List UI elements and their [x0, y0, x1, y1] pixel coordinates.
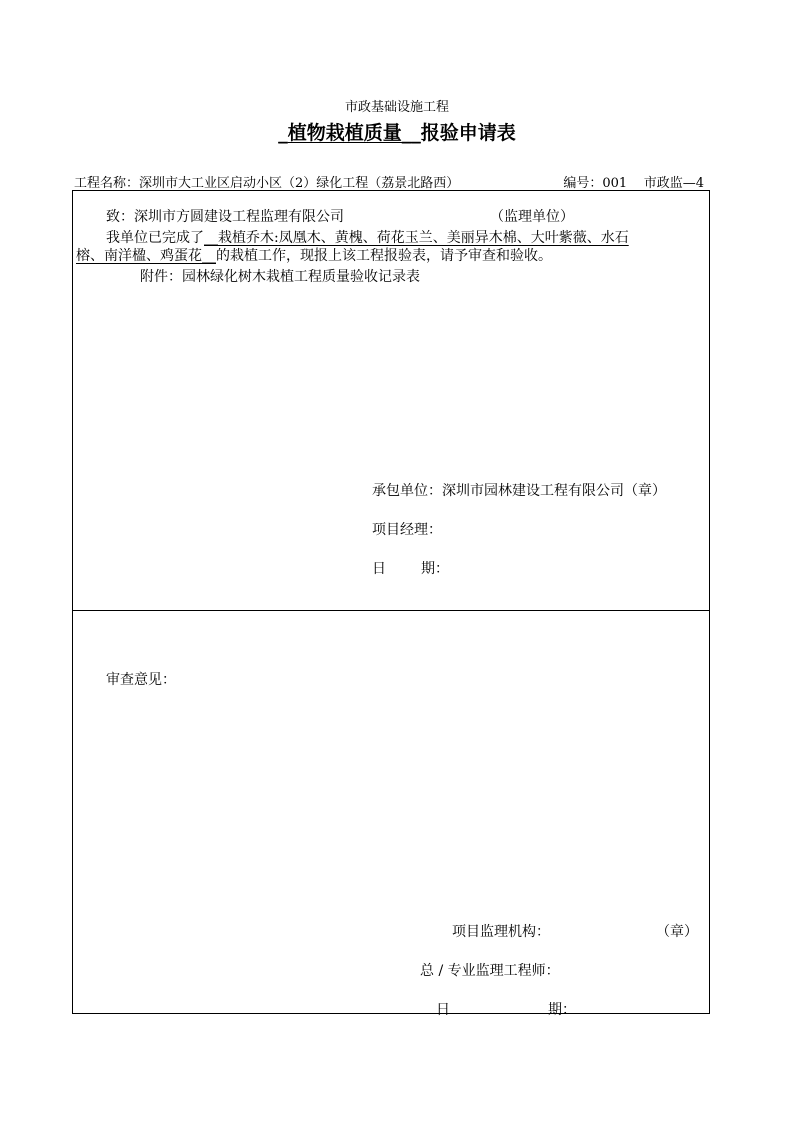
- form-number-group: [563, 172, 704, 191]
- title-prefix: _: [278, 122, 288, 144]
- work-line-2: [76, 245, 552, 265]
- project-label: 工程名称：: [74, 176, 140, 191]
- number-label: 编号：: [563, 176, 603, 191]
- application-date-label-b: 期：: [421, 561, 449, 577]
- title-suffix: 报验申请表: [420, 122, 516, 144]
- to-label: 致：: [106, 209, 134, 225]
- work-line-1: [106, 227, 629, 247]
- form-code: 市政监—4: [643, 176, 704, 191]
- manager-label: 项目经理：: [372, 522, 442, 538]
- review-date-label-b: 期：: [548, 1002, 576, 1018]
- number-value: 001: [602, 176, 628, 191]
- review-date-label-a: 日: [436, 1002, 450, 1018]
- attachment-line: 附件：园林绿化树木栽植工程质量验收记录表: [140, 269, 420, 285]
- recipient-line: [106, 206, 344, 226]
- completed-prefix: 我单位已完成了: [106, 230, 204, 246]
- project-name: 深圳市大工业区启动小区（2）绿化工程（荔景北路西）: [139, 176, 460, 191]
- supervision-org-label: 项目监理机构：: [452, 924, 550, 940]
- review-opinion-label: 审查意见：: [106, 672, 176, 688]
- engineer-label: 总 / 专业监理工程师：: [420, 963, 560, 979]
- to-company: 深圳市方圆建设工程监理有限公司: [134, 209, 344, 225]
- application-date-label-a: 日: [372, 561, 386, 577]
- work-line-suffix: 的栽植工作，现报上该工程报验表，请予审查和验收。: [216, 248, 552, 264]
- title-subject: 植物栽植质量__: [287, 122, 421, 144]
- form-subtitle: 市政基础设施工程: [344, 100, 449, 115]
- to-role: （监理单位）: [490, 209, 574, 225]
- contractor-label: 承包单位：: [372, 483, 442, 499]
- work-items-part2: 榕、南洋楹、鸡蛋花__: [76, 248, 216, 264]
- form-title: [0, 118, 794, 145]
- contractor-line: [372, 480, 666, 500]
- review-seal: （章）: [656, 924, 698, 940]
- project-info-row: [74, 172, 710, 191]
- work-items-part1: __栽植乔木:凤凰木、黄槐、荷花玉兰、美丽异木棉、大叶紫薇、水石: [204, 230, 629, 246]
- contractor-name: 深圳市园林建设工程有限公司（章）: [442, 483, 666, 499]
